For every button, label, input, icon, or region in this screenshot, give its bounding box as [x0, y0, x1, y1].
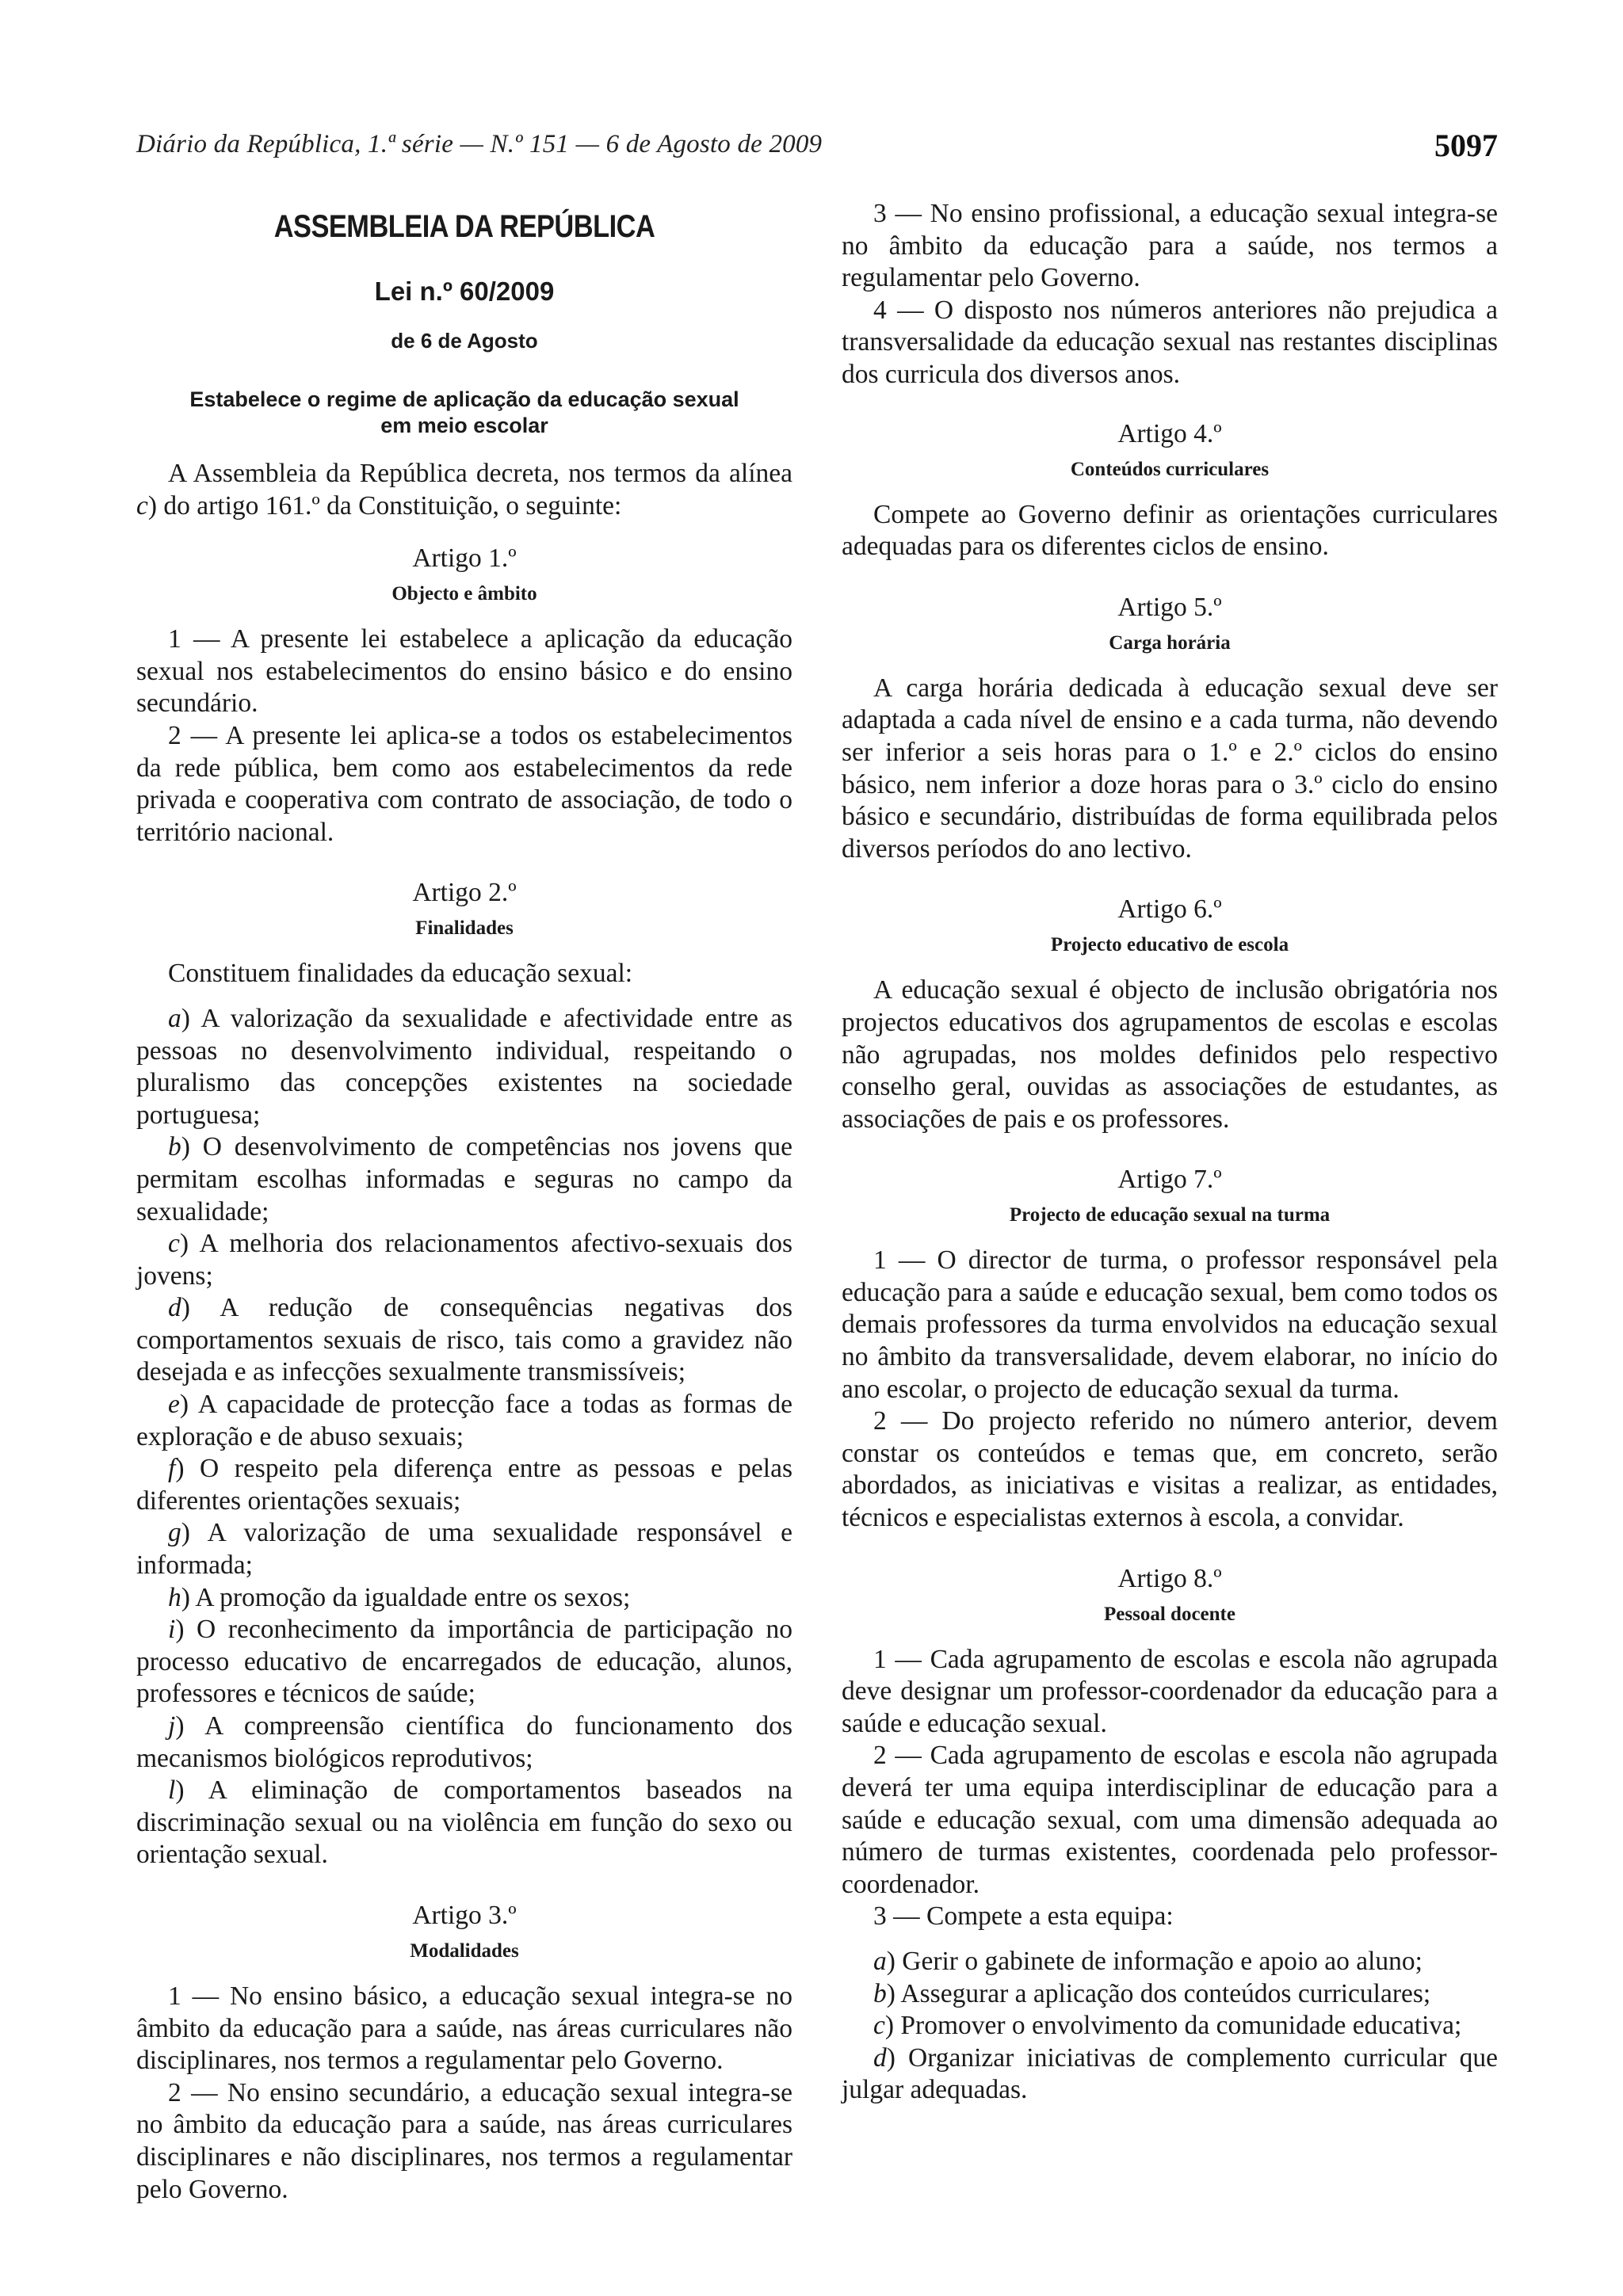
article-number: Artigo 2.º	[412, 878, 517, 908]
list-item: h) A promoção da igualdade entre os sexos;	[168, 1582, 631, 1612]
paragraph: A carga horária dedicada à educação sexual deve ser adaptada a cada nível de ensino e a cada turma, não devendo ser inferior a seis horas para o 1.º e 2.º ciclos do ensino básico, nem inferior a doze horas para o 3.º ciclo do ensino básico e secundário, distribuídas de forma equilibrada pelos diversos períodos do ano lectivo.	[842, 673, 1498, 864]
paragraph: 1 — A presente lei estabelece a aplicação da educação sexual nos estabelecimentos do ensino básico e do ensino secundário.	[136, 624, 792, 719]
list-item: a) A valorização da sexualidade e afectividade entre as pessoas no desenvolvimento individual, respeitando o pluralismo das concepções existentes na sociedade portuguesa;	[136, 1003, 792, 1130]
paragraph: 3 — No ensino profissional, a educação sexual integra-se no âmbito da educação para a saúde, nos termos a regulamentar pelo Governo.	[842, 199, 1498, 293]
list-item: i) O reconhecimento da importância de participação no processo educativo de encarregados de educação, alunos, professores e técnicos de saúde;	[136, 1615, 792, 1709]
article-number: Artigo 1.º	[412, 543, 517, 574]
list-item: f) O respeito pela diferença entre as pessoas e pelas diferentes orientações sexuais;	[136, 1454, 792, 1516]
article-title: Modalidades	[410, 1939, 519, 1962]
preamble: A Assembleia da República decreta, nos termos da alínea c) do artigo 161.º da Constituição, o seguinte:	[136, 459, 792, 521]
article-title: Objecto e âmbito	[391, 583, 537, 605]
article-title: Projecto de educação sexual na turma	[1009, 1204, 1331, 1226]
list-item: a) Gerir o gabinete de informação e apoio ao aluno;	[873, 1946, 1423, 1976]
paragraph: 1 — No ensino básico, a educação sexual integra-se no âmbito da educação para a saúde, nas áreas curriculares não disciplinares, nos termos a regulamentar pelo Governo.	[136, 1981, 792, 2076]
article-number: Artigo 8.º	[1117, 1563, 1222, 1593]
list-item: c) Promover o envolvimento da comunidade educativa;	[873, 2011, 1462, 2041]
list-item: d) A redução de consequências negativas dos comportamentos sexuais de risco, tais como a gravidez não desejada e as infecções sexualmente transmissíveis;	[136, 1293, 792, 1387]
list-item: b) Assegurar a aplicação dos conteúdos curriculares;	[873, 1978, 1431, 2008]
article-number: Artigo 6.º	[1117, 894, 1222, 925]
paragraph: 1 — O director de turma, o professor responsável pela educação para a saúde e educação sexual, bem como todos os demais professores da turma envolvidos na educação sexual no âmbito da transversalidade, devem elaborar, no início do ano escolar, o projecto de educação sexual da turma.	[842, 1245, 1498, 1404]
list-item: g) A valorização de uma sexualidade responsável e informada;	[136, 1518, 792, 1581]
law-date: de 6 de Agosto	[391, 329, 538, 353]
article-title: Conteúdos curriculares	[1070, 458, 1270, 480]
paragraph: 1 — Cada agrupamento de escolas e escola não agrupada deve designar um professor-coordenador da educação para a saúde e educação sexual.	[842, 1644, 1498, 1738]
running-head	[136, 127, 1498, 174]
left-column	[136, 198, 792, 2206]
list-item: b) O desenvolvimento de competências nos jovens que permitam escolhas informadas e seguras no campo da sexualidade;	[136, 1132, 792, 1226]
paragraph: A educação sexual é objecto de inclusão obrigatória nos projectos educativos dos agrupamentos de escolas e escolas não agrupadas, nos moldes definidos pelo respectivo conselho geral, ouvidas as associações de estudantes, as associações de pais e os professores.	[842, 975, 1498, 1134]
list-item: d) Organizar iniciativas de complemento curricular que julgar adequadas.	[842, 2042, 1498, 2105]
list-item: e) A capacidade de protecção face a todas as formas de exploração e de abuso sexuais;	[136, 1390, 792, 1451]
article-number: Artigo 5.º	[1117, 592, 1222, 622]
paragraph: Compete ao Governo definir as orientações curriculares adequadas para os diferentes ciclos de ensino.	[842, 499, 1498, 562]
list-item: j) A compreensão científica do funcionamento dos mecanismos biológicos reprodutivos;	[136, 1711, 792, 1773]
list-item: l) A eliminação de comportamentos baseados na discriminação sexual ou na violência em função do sexo ou orientação sexual.	[136, 1775, 792, 1870]
article-number: Artigo 3.º	[412, 1900, 517, 1930]
article-title: Pessoal docente	[1104, 1603, 1235, 1625]
paragraph: Constituem finalidades da educação sexual:	[168, 959, 633, 989]
list-item: c) A melhoria dos relacionamentos afectivo-sexuais dos jovens;	[136, 1229, 792, 1291]
page-number: 5097	[1434, 128, 1498, 163]
paragraph: 2 — A presente lei aplica-se a todos os estabelecimentos da rede pública, bem como aos estabelecimentos da rede privada e cooperativa com contrato de associação, de todo o território nacional.	[136, 720, 792, 847]
paragraph: 2 — No ensino secundário, a educação sexual integra-se no âmbito da educação para a saúde, nas áreas curriculares disciplinares e não disciplinares, nos termos a regulamentar pelo Governo.	[136, 2077, 792, 2204]
paragraph: 2 — Cada agrupamento de escolas e escola não agrupada deverá ter uma equipa interdisciplinar de educação para a saúde e educação sexual, com uma dimensão adequada ao número de turmas existentes, coordenada pelo professor-coordenador.	[842, 1741, 1498, 1899]
law-number: Lei n.º 60/2009	[374, 277, 555, 306]
article-number: Artigo 7.º	[1117, 1165, 1222, 1195]
journal-title: Diário da República, 1.ª série — N.º 151 — 6 de Agosto de 2009	[136, 130, 823, 158]
paragraph: 2 — Do projecto referido no número anterior, devem constar os conteúdos e temas que, em concreto, serão abordados, as iniciativas e visitas a realizar, as entidades, técnicos e especialistas externos à escola, a convidar.	[842, 1406, 1498, 1533]
paragraph: 3 — Compete a esta equipa:	[873, 1901, 1174, 1932]
article-title: Projecto educativo de escola	[1050, 934, 1289, 956]
law-summary: Estabelece o regime de aplicação da educação sexual em meio escolar	[189, 387, 739, 437]
right-column	[842, 198, 1498, 2107]
paragraph: 4 — O disposto nos números anteriores não prejudica a transversalidade da educação sexual nas restantes disciplinas dos curricula dos diversos anos.	[842, 295, 1498, 389]
article-title: Carga horária	[1109, 631, 1231, 654]
issuing-body: ASSEMBLEIA DA REPÚBLICA	[273, 209, 655, 244]
article-title: Finalidades	[415, 917, 514, 940]
article-number: Artigo 4.º	[1117, 418, 1222, 448]
